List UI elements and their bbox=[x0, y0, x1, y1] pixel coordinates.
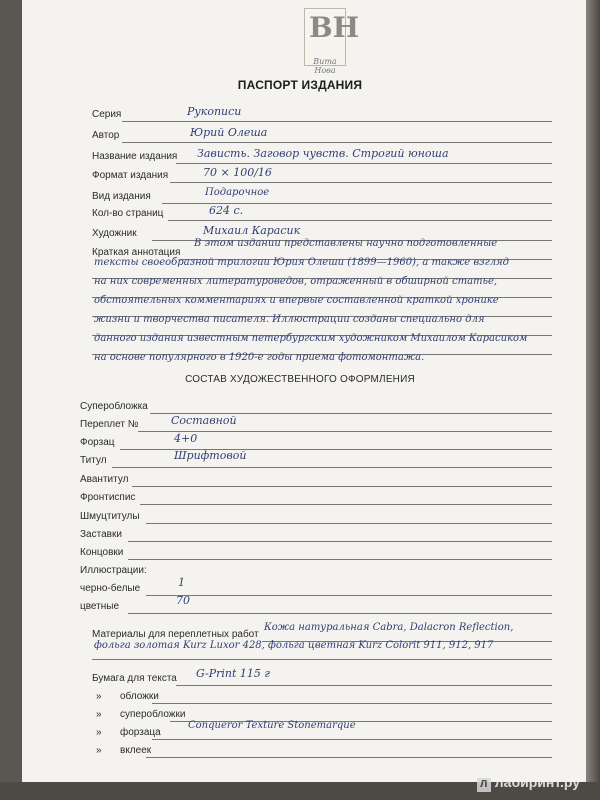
publisher-logo bbox=[304, 8, 360, 75]
art-line bbox=[128, 559, 552, 560]
site-watermark bbox=[477, 774, 580, 792]
paper-row-value: Conqueror Texture Stonemarque bbox=[188, 720, 356, 731]
art-line bbox=[128, 613, 552, 614]
paper-value: G-Print 115 г bbox=[196, 667, 270, 680]
field-line bbox=[168, 220, 552, 221]
art-label: черно-белые bbox=[80, 583, 141, 594]
field-value: 624 с. bbox=[209, 204, 244, 217]
annotation-text: тексты своеобразной трилогии Юрия Олеши (1899—1960), а также взгляд bbox=[94, 257, 510, 268]
paper-row-label: обложки bbox=[120, 691, 159, 702]
labirint-icon: Л bbox=[477, 778, 491, 792]
materials-text: фольга золотая Kurz Luxor 428, фольга цветная Kurz Colorit 911, 912, 917 bbox=[94, 640, 494, 651]
art-label: Переплет № bbox=[80, 419, 139, 430]
field-value: Зависть. Заговор чувств. Строгий юноша bbox=[197, 147, 449, 160]
paper-row-label: суперобложки bbox=[120, 709, 186, 720]
field-value: Юрий Олеша bbox=[190, 126, 268, 139]
paper-row-label: форзаца bbox=[120, 727, 161, 738]
art-value: 1 bbox=[178, 576, 185, 589]
page-title: ПАСПОРТ ИЗДАНИЯ bbox=[237, 78, 363, 92]
paper-mark: » bbox=[96, 745, 102, 756]
art-line bbox=[146, 595, 552, 596]
paper-label: Бумага для текста bbox=[92, 673, 177, 684]
field-value: Михаил Карасик bbox=[203, 224, 301, 237]
logo-mark: ВН bbox=[309, 11, 360, 44]
art-label: Титул bbox=[80, 455, 107, 466]
art-value: 70 bbox=[176, 594, 190, 607]
art-value: Шрифтовой bbox=[174, 449, 247, 462]
section-title: СОСТАВ ХУДОЖЕСТВЕННОГО ОФОРМЛЕНИЯ bbox=[185, 374, 415, 385]
field-value: Рукописи bbox=[187, 105, 242, 118]
annotation-text: обстоятельных комментариях и впервые составленной краткой хронике bbox=[94, 295, 499, 306]
field-label: Вид издания bbox=[92, 191, 151, 202]
art-label: Шмуцтитулы bbox=[80, 511, 140, 522]
field-label: Формат издания bbox=[92, 170, 169, 181]
art-label: Форзац bbox=[80, 437, 115, 448]
field-label: Художник bbox=[92, 228, 137, 239]
field-value: 70 × 100/16 bbox=[203, 166, 272, 179]
art-line bbox=[112, 467, 552, 468]
art-label: Заставки bbox=[80, 529, 122, 540]
field-line bbox=[122, 121, 552, 122]
art-label: Иллюстрации: bbox=[80, 565, 147, 576]
annotation-label: Краткая аннотация bbox=[92, 247, 181, 258]
paper-line bbox=[152, 703, 552, 704]
watermark-text: лабиринт.ру bbox=[494, 774, 580, 790]
annotation-text: жизни и творчества писателя. Иллюстрации созданы специально для bbox=[94, 314, 485, 325]
paper-row-label: вклеек bbox=[120, 745, 152, 756]
art-line bbox=[140, 504, 552, 505]
page-edge-shadow bbox=[586, 0, 600, 800]
art-line bbox=[138, 431, 552, 432]
art-line bbox=[132, 486, 552, 487]
annotation-text: на основе популярного в 1920-е годы приема фотомонтажа. bbox=[94, 352, 425, 363]
field-label: Название издания bbox=[92, 151, 178, 162]
paper-mark: » bbox=[96, 709, 102, 720]
art-label: Фронтиспис bbox=[80, 492, 136, 503]
paper-mark: » bbox=[96, 727, 102, 738]
field-line bbox=[176, 163, 552, 164]
art-label: цветные bbox=[80, 601, 120, 612]
field-label: Автор bbox=[92, 130, 120, 141]
field-label: Кол-во страниц bbox=[92, 208, 164, 219]
annotation-text: на них современных литературоведов, отраженный в обширной статье, bbox=[94, 276, 498, 287]
paper-line bbox=[176, 685, 552, 686]
materials-line bbox=[92, 659, 552, 660]
paper-mark: » bbox=[96, 691, 102, 702]
field-label: Серия bbox=[92, 109, 122, 120]
materials-text: Кожа натуральная Cabra, Dalacron Reflection, bbox=[264, 622, 514, 633]
annotation-text: данного издания известным петербургским художником Михаилом Карасиком bbox=[94, 333, 528, 344]
logo-bottom-text: Вита Нова bbox=[313, 57, 337, 75]
art-value: Составной bbox=[171, 414, 237, 427]
field-value: Подарочное bbox=[205, 187, 270, 198]
field-line bbox=[170, 182, 552, 183]
art-label: Концовки bbox=[80, 547, 124, 558]
art-label: Авантитул bbox=[80, 474, 129, 485]
paper-line bbox=[146, 757, 552, 758]
art-line bbox=[146, 523, 552, 524]
art-label: Суперобложка bbox=[80, 401, 148, 412]
paper-line bbox=[152, 739, 552, 740]
art-value: 4+0 bbox=[174, 432, 198, 445]
annotation-text: В этом издании представлены научно подготовленные bbox=[194, 238, 498, 249]
art-line bbox=[128, 541, 552, 542]
field-line bbox=[122, 142, 552, 143]
materials-label: Материалы для переплетных работ bbox=[92, 629, 259, 640]
